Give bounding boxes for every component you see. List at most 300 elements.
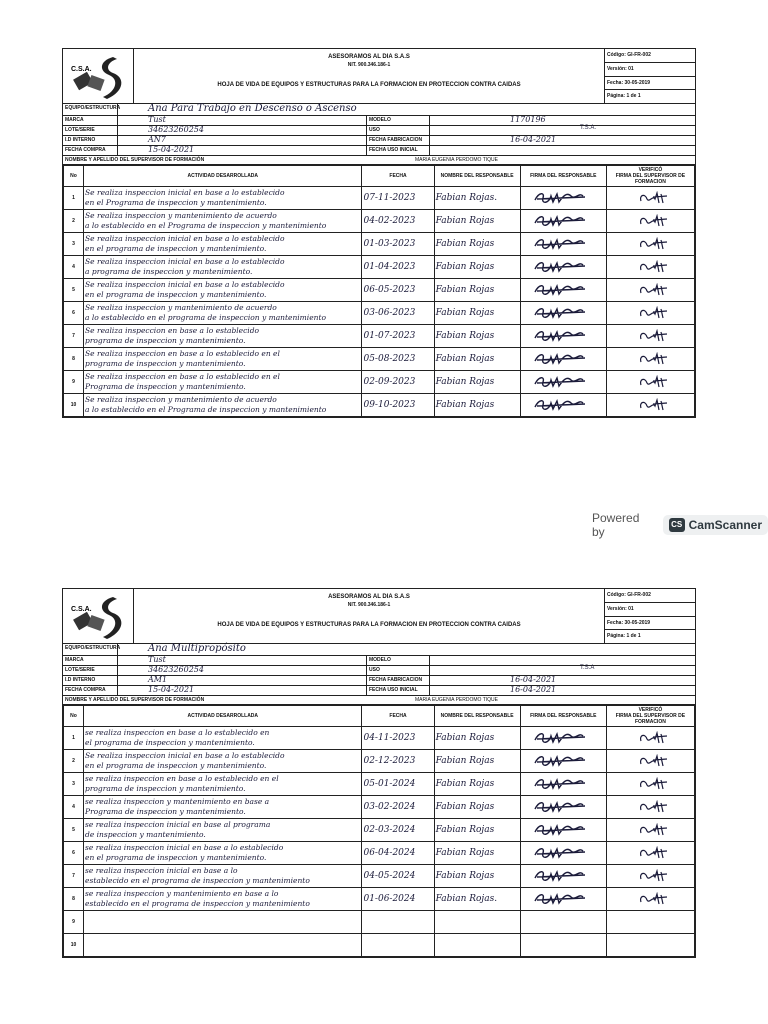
responsible-name: Fabian Rojas: [435, 285, 495, 295]
supervisor-signature: [637, 214, 671, 228]
activity-line-2: en el Programa de inspeccion y mantenimiento.: [85, 198, 267, 207]
company-name: ASESORAMOS AL DIA S.A.S: [328, 594, 410, 600]
lote-label: LOTE/SERIE: [63, 666, 118, 675]
supervisor-signature-cell: [606, 911, 694, 934]
row-number: 7: [64, 325, 84, 348]
responsible-signature-cell: [520, 865, 606, 888]
row-number: 10: [64, 394, 84, 417]
responsible-cell: [434, 371, 520, 394]
responsible-cell: [434, 750, 520, 773]
responsible-name: Fabian Rojas: [435, 400, 495, 410]
responsible-signature: [531, 328, 591, 344]
header-codes: [604, 49, 695, 103]
supervisor-signature-cell: [606, 727, 694, 750]
id-value: AN7: [148, 135, 166, 144]
date-cell: [362, 842, 434, 865]
form-code: Código: GI-FR-002: [605, 49, 695, 63]
responsible-name: Fabian Rojas: [435, 871, 495, 881]
supervisor-signature-cell: [606, 773, 694, 796]
responsible-cell: [434, 187, 520, 210]
modelo-value: 1170196: [510, 115, 546, 124]
activity-line-1: Se realiza inspeccion en base a lo establecido: [85, 326, 260, 335]
date-cell: [362, 934, 434, 957]
supervisor-signature: [637, 352, 671, 366]
date-cell: [362, 187, 434, 210]
powered-by-text: Powered by: [592, 511, 640, 539]
header-center: [134, 589, 604, 643]
supervisor-row: [63, 156, 695, 165]
date-cell: [362, 279, 434, 302]
marca-value: Tust: [148, 655, 166, 664]
row-number: 2: [64, 750, 84, 773]
responsible-name: Fabian Rojas: [435, 825, 495, 835]
responsible-signature-cell: [520, 773, 606, 796]
company-logo: [63, 49, 134, 103]
table-row: [64, 865, 695, 888]
activity-date: 04-11-2023: [363, 733, 416, 743]
table-row: [64, 842, 695, 865]
id-label: I.D INTERNO: [63, 676, 118, 685]
supervisor-signature: [637, 191, 671, 205]
date-cell: [362, 394, 434, 417]
company-nit: NIT. 900.346.186-1: [347, 602, 391, 608]
col-responsable: NOMBRE DEL RESPONSABLE: [434, 166, 520, 187]
supervisor-signature: [637, 731, 671, 745]
activity-line-1: se realiza inspeccion inicial en base a lo establecido: [85, 843, 284, 852]
col-actividad: ACTIVIDAD DESARROLLADA: [84, 706, 362, 727]
table-row: [64, 371, 695, 394]
logo-icon: [69, 53, 127, 99]
activity-line-2: programa de inspeccion y mantenimiento.: [85, 359, 246, 368]
activity-line-1: se realiza inspeccion y mantenimiento en base a: [85, 797, 270, 806]
activity-date: 02-09-2023: [363, 377, 416, 387]
col-responsable: NOMBRE DEL RESPONSABLE: [434, 706, 520, 727]
row-number: 6: [64, 302, 84, 325]
col-verifico: [606, 166, 694, 187]
activity-line-2: establecido en el programa de inspeccion y mantenimiento: [85, 876, 310, 885]
activity-line-2: en el programa de inspeccion y mantenimiento.: [85, 761, 267, 770]
activity-date: 07-11-2023: [363, 193, 416, 203]
header-codes: [604, 589, 695, 643]
activity-line-1: Se realiza inspeccion en base a lo establecido en el: [85, 372, 280, 381]
responsible-cell: [434, 394, 520, 417]
responsible-signature-cell: [520, 888, 606, 911]
supervisor-signature: [637, 306, 671, 320]
compra-label: FECHA COMPRA: [63, 686, 118, 695]
camscanner-logo: [663, 515, 768, 535]
form-date: Fecha: 30-05-2019: [605, 617, 695, 631]
uso-value: T.S.A: [580, 665, 595, 671]
firma-supervisor-label: FIRMA DEL SUPERVISOR DE FORMACION: [615, 713, 686, 725]
activity-line-2: a lo establecido en el Programa de inspeccion y mantenimiento: [85, 405, 327, 414]
activity-line-2: establecido en el programa de inspeccion y mantenimiento: [85, 899, 310, 908]
row-number: 2: [64, 210, 84, 233]
equipment-meta: [63, 104, 695, 156]
responsible-signature-cell: [520, 325, 606, 348]
uso-value: T.S.A.: [580, 125, 597, 131]
responsible-cell: [434, 233, 520, 256]
responsible-cell: [434, 727, 520, 750]
responsible-signature-cell: [520, 911, 606, 934]
activity-cell: [84, 371, 362, 394]
activity-date: 04-02-2023: [363, 216, 416, 226]
company-name: ASESORAMOS AL DIA S.A.S: [328, 54, 410, 60]
row-number: 9: [64, 371, 84, 394]
responsible-signature-cell: [520, 371, 606, 394]
responsible-name: Fabian Rojas: [435, 331, 495, 341]
responsible-signature: [531, 236, 591, 252]
activity-line-2: a lo establecido en el Programa de inspeccion y mantenimiento: [85, 221, 327, 230]
supervisor-row: [63, 696, 695, 705]
activity-date: 04-05-2024: [363, 871, 416, 881]
activity-line-1: Se realiza inspeccion y mantenimiento de acuerdo: [85, 395, 277, 404]
activity-line-2: en el programa de inspeccion y mantenimiento.: [85, 853, 267, 862]
id-label: I.D INTERNO: [63, 136, 118, 145]
supervisor-signature: [637, 283, 671, 297]
responsible-signature: [531, 868, 591, 884]
responsible-signature-cell: [520, 302, 606, 325]
supervisor-signature: [637, 754, 671, 768]
table-row: [64, 210, 695, 233]
row-number: 8: [64, 888, 84, 911]
supervisor-signature-cell: [606, 819, 694, 842]
supervisor-value: MARIA EUGENIA PERDOMO TIQUE: [415, 157, 498, 163]
col-actividad: ACTIVIDAD DESARROLLADA: [84, 166, 362, 187]
lote-label: LOTE/SERIE: [63, 126, 118, 135]
responsible-name: Fabian Rojas: [435, 733, 495, 743]
supervisor-signature-cell: [606, 842, 694, 865]
uso-label: USO: [367, 666, 430, 675]
responsible-name: Fabian Rojas: [435, 239, 495, 249]
row-number: 4: [64, 256, 84, 279]
equipo-label: EQUIPO/ESTRUCTURA: [63, 644, 118, 655]
date-cell: [362, 325, 434, 348]
activity-line-1: Se realiza inspeccion inicial en base a lo establecido: [85, 188, 285, 197]
row-number: 3: [64, 233, 84, 256]
activity-line-1: se realiza inspeccion en base a lo establecido en: [85, 728, 270, 737]
firma-supervisor-label: FIRMA DEL SUPERVISOR DE FORMACION: [615, 173, 686, 185]
responsible-signature: [531, 374, 591, 390]
activity-line-1: se realiza inspeccion en base a lo establecido en el: [85, 774, 279, 783]
supervisor-signature-cell: [606, 934, 694, 957]
responsible-signature-cell: [520, 819, 606, 842]
company-logo: [63, 589, 134, 643]
activity-line-2: Programa de inspeccion y mantenimiento.: [85, 382, 246, 391]
activity-line-1: Se realiza inspeccion en base a lo establecido en el: [85, 349, 280, 358]
row-number: 8: [64, 348, 84, 371]
activity-cell: [84, 302, 362, 325]
date-cell: [362, 256, 434, 279]
responsible-signature: [531, 190, 591, 206]
supervisor-signature: [637, 260, 671, 274]
activity-date: 01-06-2024: [363, 894, 416, 904]
responsible-cell: [434, 888, 520, 911]
activity-cell: [84, 865, 362, 888]
responsible-signature-cell: [520, 842, 606, 865]
supervisor-signature-cell: [606, 796, 694, 819]
fabricacion-value: 16-04-2021: [510, 135, 557, 144]
responsible-cell: [434, 279, 520, 302]
date-cell: [362, 865, 434, 888]
activity-cell: [84, 187, 362, 210]
date-cell: [362, 819, 434, 842]
supervisor-value: MARIA EUGENIA PERDOMO TIQUE: [415, 697, 498, 703]
date-cell: [362, 302, 434, 325]
supervisor-label: NOMBRE Y APELLIDO DEL SUPERVISOR DE FORMACIÓN: [65, 157, 205, 163]
col-no: No: [64, 166, 84, 187]
header-center: [134, 49, 604, 103]
responsible-cell: [434, 302, 520, 325]
form-version: Versión: 01: [605, 603, 695, 617]
activity-date: 03-02-2024: [363, 802, 416, 812]
date-cell: [362, 750, 434, 773]
activity-table: [63, 165, 695, 417]
row-number: 7: [64, 865, 84, 888]
logo-text: C.S.A.: [71, 66, 92, 73]
activity-cell: [84, 911, 362, 934]
marca-value: Tust: [148, 115, 166, 124]
responsible-cell: [434, 865, 520, 888]
activity-date: 05-08-2023: [363, 354, 416, 364]
activity-cell: [84, 233, 362, 256]
supervisor-signature-cell: [606, 256, 694, 279]
responsible-signature: [531, 776, 591, 792]
responsible-signature: [531, 753, 591, 769]
supervisor-signature: [637, 237, 671, 251]
col-firma: FIRMA DEL RESPONSABLE: [520, 166, 606, 187]
supervisor-signature: [637, 375, 671, 389]
responsible-cell: [434, 842, 520, 865]
marca-label: MARCA: [63, 656, 118, 665]
verifico-label: VERIFICÓ: [638, 167, 663, 173]
activity-line-1: Se realiza inspeccion y mantenimiento de acuerdo: [85, 303, 277, 312]
activity-cell: [84, 796, 362, 819]
camscanner-icon: CS: [669, 518, 685, 532]
responsible-signature: [531, 397, 591, 413]
activity-date: 05-01-2024: [363, 779, 416, 789]
activity-line-1: Se realiza inspeccion inicial en base a lo establecido: [85, 751, 285, 760]
supervisor-signature-cell: [606, 210, 694, 233]
activity-date: 02-12-2023: [363, 756, 416, 766]
activity-table: [63, 705, 695, 957]
responsible-signature-cell: [520, 750, 606, 773]
row-number: 4: [64, 796, 84, 819]
activity-line-2: en el programa de inspeccion y mantenimiento.: [85, 244, 267, 253]
activity-cell: [84, 773, 362, 796]
responsible-cell: [434, 796, 520, 819]
responsible-name: Fabian Rojas: [435, 377, 495, 387]
camscanner-watermark: [592, 511, 768, 539]
form-header: [63, 49, 695, 104]
equipment-meta: [63, 644, 695, 696]
table-row: [64, 348, 695, 371]
uso-inicial-label: FECHA USO INICIAL: [367, 686, 430, 695]
responsible-cell: [434, 819, 520, 842]
date-cell: [362, 888, 434, 911]
table-row: [64, 233, 695, 256]
camscanner-brand: CamScanner: [688, 518, 762, 532]
responsible-name: Fabian Rojas: [435, 216, 495, 226]
responsible-signature-cell: [520, 233, 606, 256]
supervisor-signature-cell: [606, 187, 694, 210]
activity-line-1: Se realiza inspeccion inicial en base a lo establecido: [85, 234, 285, 243]
responsible-name: Fabian Rojas.: [435, 894, 498, 904]
supervisor-signature: [637, 869, 671, 883]
activity-cell: [84, 325, 362, 348]
responsible-signature: [531, 845, 591, 861]
fabricacion-label: FECHA FABRICACION: [367, 676, 430, 685]
supervisor-signature-cell: [606, 371, 694, 394]
date-cell: [362, 727, 434, 750]
supervisor-signature: [637, 777, 671, 791]
table-row: [64, 394, 695, 417]
activity-cell: [84, 934, 362, 957]
form-page: Página: 1 de 1: [607, 93, 641, 100]
responsible-name: Fabian Rojas: [435, 779, 495, 789]
activity-date: 09-10-2023: [363, 400, 416, 410]
responsible-cell: [434, 934, 520, 957]
date-cell: [362, 773, 434, 796]
table-row: [64, 302, 695, 325]
activity-line-2: programa de inspeccion y mantenimiento.: [85, 336, 246, 345]
responsible-signature: [531, 259, 591, 275]
responsible-cell: [434, 348, 520, 371]
date-cell: [362, 911, 434, 934]
supervisor-signature: [637, 892, 671, 906]
modelo-label: MODELO: [367, 656, 430, 665]
activity-line-1: Se realiza inspeccion y mantenimiento de acuerdo: [85, 211, 277, 220]
form-title: HOJA DE VIDA DE EQUIPOS Y ESTRUCTURAS PARA LA FORMACION EN PROTECCION CONTRA CAIDAS: [217, 622, 521, 628]
form-header: [63, 589, 695, 644]
supervisor-signature-cell: [606, 888, 694, 911]
compra-label: FECHA COMPRA: [63, 146, 118, 155]
activity-line-2: el programa de inspeccion y mantenimiento.: [85, 738, 255, 747]
responsible-signature: [531, 822, 591, 838]
responsible-name: Fabian Rojas: [435, 354, 495, 364]
table-row: [64, 727, 695, 750]
responsible-signature: [531, 213, 591, 229]
uso-inicial-value: 16-04-2021: [510, 685, 557, 694]
table-row: [64, 934, 695, 957]
responsible-cell: [434, 256, 520, 279]
activity-date: 06-04-2024: [363, 848, 416, 858]
table-row: [64, 256, 695, 279]
responsible-cell: [434, 911, 520, 934]
supervisor-signature-cell: [606, 865, 694, 888]
activity-date: 01-04-2023: [363, 262, 416, 272]
activity-cell: [84, 394, 362, 417]
form-page: Página: 1 de 1: [607, 633, 641, 640]
responsible-signature-cell: [520, 256, 606, 279]
responsible-signature-cell: [520, 394, 606, 417]
supervisor-signature-cell: [606, 325, 694, 348]
table-row: [64, 187, 695, 210]
logo-text: C.S.A.: [71, 606, 92, 613]
responsible-signature: [531, 282, 591, 298]
table-row: [64, 750, 695, 773]
row-number: 9: [64, 911, 84, 934]
activity-line-2: programa de inspeccion y mantenimiento.: [85, 784, 246, 793]
col-firma: FIRMA DEL RESPONSABLE: [520, 706, 606, 727]
form-title: HOJA DE VIDA DE EQUIPOS Y ESTRUCTURAS PARA LA FORMACION EN PROTECCION CONTRA CAIDAS: [217, 82, 521, 88]
activity-cell: [84, 727, 362, 750]
activity-line-1: Se realiza inspeccion inicial en base a lo establecido: [85, 257, 285, 266]
responsible-signature-cell: [520, 187, 606, 210]
supervisor-signature-cell: [606, 302, 694, 325]
responsible-name: Fabian Rojas: [435, 262, 495, 272]
equipo-value: Ana Para Trabajo en Descenso o Ascenso: [148, 103, 357, 114]
lote-value: 34623260254: [148, 665, 204, 674]
table-row: [64, 279, 695, 302]
responsible-name: Fabian Rojas.: [435, 193, 498, 203]
responsible-cell: [434, 773, 520, 796]
table-row: [64, 773, 695, 796]
responsible-signature: [531, 305, 591, 321]
activity-cell: [84, 888, 362, 911]
activity-line-2: a programa de inspeccion y mantenimiento.: [85, 267, 253, 276]
row-number: 6: [64, 842, 84, 865]
activity-line-2: de inspeccion y mantenimiento.: [85, 830, 206, 839]
activity-line-1: Se realiza inspeccion inicial en base a lo establecido: [85, 280, 285, 289]
responsible-signature-cell: [520, 796, 606, 819]
responsible-signature: [531, 799, 591, 815]
supervisor-signature-cell: [606, 394, 694, 417]
responsible-name: Fabian Rojas: [435, 802, 495, 812]
supervisor-signature-cell: [606, 750, 694, 773]
date-cell: [362, 210, 434, 233]
form-sheet: [62, 588, 696, 958]
supervisor-signature: [637, 846, 671, 860]
supervisor-signature: [637, 329, 671, 343]
responsible-name: Fabian Rojas: [435, 756, 495, 766]
responsible-signature: [531, 351, 591, 367]
date-cell: [362, 371, 434, 394]
date-cell: [362, 796, 434, 819]
responsible-cell: [434, 325, 520, 348]
compra-value: 15-04-2021: [148, 145, 195, 154]
equipo-value: Ana Multipropósito: [148, 643, 246, 654]
col-no: No: [64, 706, 84, 727]
table-row: [64, 796, 695, 819]
activity-line-1: se realiza inspeccion y mantenimiento en base a lo: [85, 889, 279, 898]
activity-line-1: se realiza inspeccion inicial en base a lo: [85, 866, 238, 875]
activity-cell: [84, 210, 362, 233]
responsible-signature-cell: [520, 934, 606, 957]
responsible-name: Fabian Rojas: [435, 308, 495, 318]
activity-line-2: a lo establecido en el programa de inspeccion y mantenimiento: [85, 313, 326, 322]
activity-line-1: se realiza inspeccion inicial en base al programa: [85, 820, 271, 829]
activity-cell: [84, 819, 362, 842]
activity-date: 06-05-2023: [363, 285, 416, 295]
responsible-signature-cell: [520, 210, 606, 233]
supervisor-signature-cell: [606, 279, 694, 302]
supervisor-signature: [637, 800, 671, 814]
row-number: 10: [64, 934, 84, 957]
marca-label: MARCA: [63, 116, 118, 125]
supervisor-signature: [637, 823, 671, 837]
uso-inicial-label: FECHA USO INICIAL: [367, 146, 430, 155]
table-row: [64, 819, 695, 842]
row-number: 1: [64, 727, 84, 750]
activity-cell: [84, 256, 362, 279]
form-version: Versión: 01: [605, 63, 695, 77]
form-date: Fecha: 30-05-2019: [605, 77, 695, 91]
form-code: Código: GI-FR-002: [605, 589, 695, 603]
responsible-signature: [531, 891, 591, 907]
activity-date: 03-06-2023: [363, 308, 416, 318]
supervisor-signature-cell: [606, 348, 694, 371]
activity-date: 01-03-2023: [363, 239, 416, 249]
